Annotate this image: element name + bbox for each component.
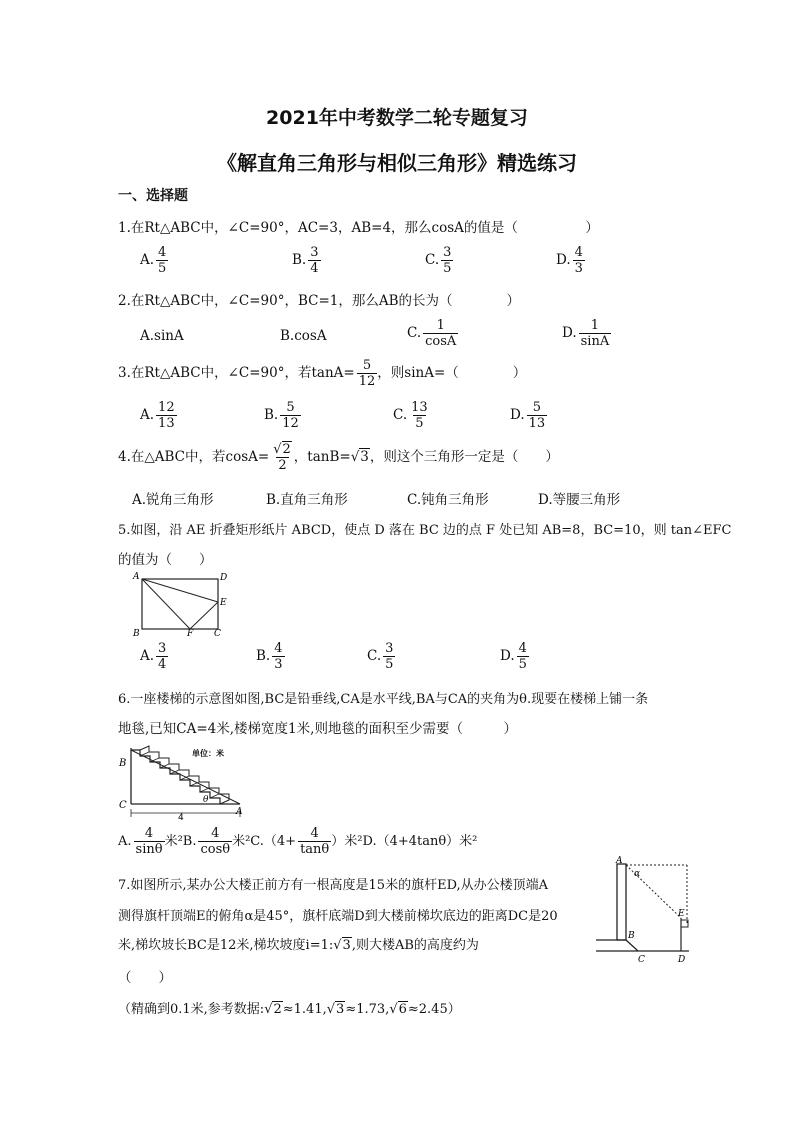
question-6-stem-line1: 6.一座楼梯的示意图如图,BC是铅垂线,CA是水平线,BA与CA的夹角为θ.现要在楼梯上铺一条 (118, 692, 649, 707)
label-theta: θ (203, 795, 209, 805)
label-b: B (133, 629, 140, 638)
question-4-option-a: A.锐角三角形 (132, 492, 214, 508)
question-4-option-b: B.直角三角形 (266, 492, 348, 508)
question-3-option-a: A. $\frac{12}{13}$ (140, 400, 175, 431)
label-e: E (678, 909, 685, 919)
question-7-reference: （精确到0.1米,参考数据:√2≈1.41,√3≈1.73,√6≈2.45） (118, 1002, 461, 1017)
question-3-option-c: C. $\frac{13}{5}$ (393, 400, 428, 431)
question-3-option-b: B. $\frac{5}{12}$ (264, 400, 299, 431)
label-c: C (214, 629, 221, 638)
question-4-stem: 4.在△ABC中，若cosA= $\frac{√2}{2}$ ，tanB=√3，则这个三角形一定是（ ） (118, 442, 559, 473)
label-d: D (678, 955, 686, 965)
question-2-option-b: B.cosA (280, 328, 327, 344)
question-1-option-c: C. $\frac{3}{5}$ (425, 245, 452, 276)
label-f: F (187, 629, 194, 638)
label-b: B (119, 758, 127, 769)
segment-fe (190, 602, 218, 629)
section-heading: 一、选择题 (118, 188, 188, 204)
slope-ba (131, 750, 240, 804)
question-3-option-d: D. $\frac{5}{13}$ (510, 400, 546, 431)
question-7-figure (594, 854, 704, 966)
question-1-option-d: D. $\frac{4}{3}$ (556, 245, 583, 276)
question-2-option-a: A.sinA (140, 328, 184, 344)
question-5-option-c: C. $\frac{3}{5}$ (367, 641, 394, 672)
question-2-option-d: D. $\frac{1}{\sin A}$ (562, 318, 610, 349)
label-alpha: α (634, 869, 641, 879)
question-7-line2: 测得旗杆顶端E的俯角α是45°，旗杆底端D到大楼前梯坎底边的距离DC是20 (118, 909, 558, 924)
label-b: B (628, 931, 635, 941)
question-5-option-a: A. $\frac{3}{4}$ (140, 641, 167, 672)
question-6-figure (118, 742, 250, 822)
page-title: 2021年中考数学二轮专题复习 (266, 107, 528, 129)
label-a: A (236, 807, 243, 817)
question-1-option-a: A. $\frac{4}{5}$ (140, 245, 167, 276)
question-5-option-d: D. $\frac{4}{5}$ (500, 641, 527, 672)
question-7-line3: 米,梯坎坡长BC是12米,梯坎坡度i=1:√3,则大楼AB的高度约为 (118, 938, 479, 953)
label-c: C (638, 955, 645, 965)
office-building (617, 864, 626, 940)
label-e: E (220, 598, 227, 608)
question-1-stem: 1.在Rt△ABC中，∠C=90°，AC=3，AB=4，那么cosA的值是（ ） (118, 220, 599, 236)
question-1-option-b: B. $\frac{3}{4}$ (292, 245, 319, 276)
label-c: C (119, 800, 127, 811)
length-label: 4 (178, 813, 184, 822)
question-5-option-b: B. $\frac{4}{3}$ (256, 641, 283, 672)
question-4-option-c: C.钝角三角形 (407, 492, 489, 508)
question-6-options: A. $\frac{4}{\sin\theta}$ 米²B. $\frac{4}{\cos\theta}$ 米²C.（4+ $\frac{4}{\tan\theta}$ ）米²D.（4+4tanθ）米² (118, 826, 478, 857)
rectangle-abcd (142, 579, 218, 629)
question-7-line1: 7.如图所示,某办公大楼正前方有一根高度是15米的旗杆ED,从办公楼顶端A (118, 878, 549, 893)
question-4-option-d: D.等腰三角形 (538, 492, 621, 508)
question-5-figure (128, 570, 233, 638)
label-a: A (616, 856, 623, 866)
slope-bc (626, 940, 638, 951)
question-3-stem: 3.在Rt△ABC中，∠C=90°，若tanA= $\frac{5}{12}$ ，则sinA=（ ） (118, 358, 527, 389)
question-6-stem-line2: 地毯,已知CA=4米,楼梯宽度1米,则地毯的面积至少需要（ ） (118, 721, 517, 737)
page-subtitle: 《解直角三角形与相似三角形》精选练习 (217, 151, 577, 175)
question-2-option-c: C. $\frac{1}{\cos A}$ (407, 318, 457, 349)
question-5-stem-line1: 5.如图，沿 AE 折叠矩形纸片 ABCD，使点 D 落在 BC 边的点 F 处已知 AB=8，BC=10，则 tan∠EFC (118, 523, 732, 538)
unit-label: 单位：米 (192, 749, 224, 758)
label-d: D (220, 573, 228, 583)
question-5-stem-line2: 的值为（ ） (118, 552, 213, 568)
label-a: A (133, 572, 140, 582)
question-2-stem: 2.在Rt△ABC中，∠C=90°，BC=1，那么AB的长为（ ） (118, 293, 521, 309)
question-7-line4: （ ） (118, 970, 172, 986)
